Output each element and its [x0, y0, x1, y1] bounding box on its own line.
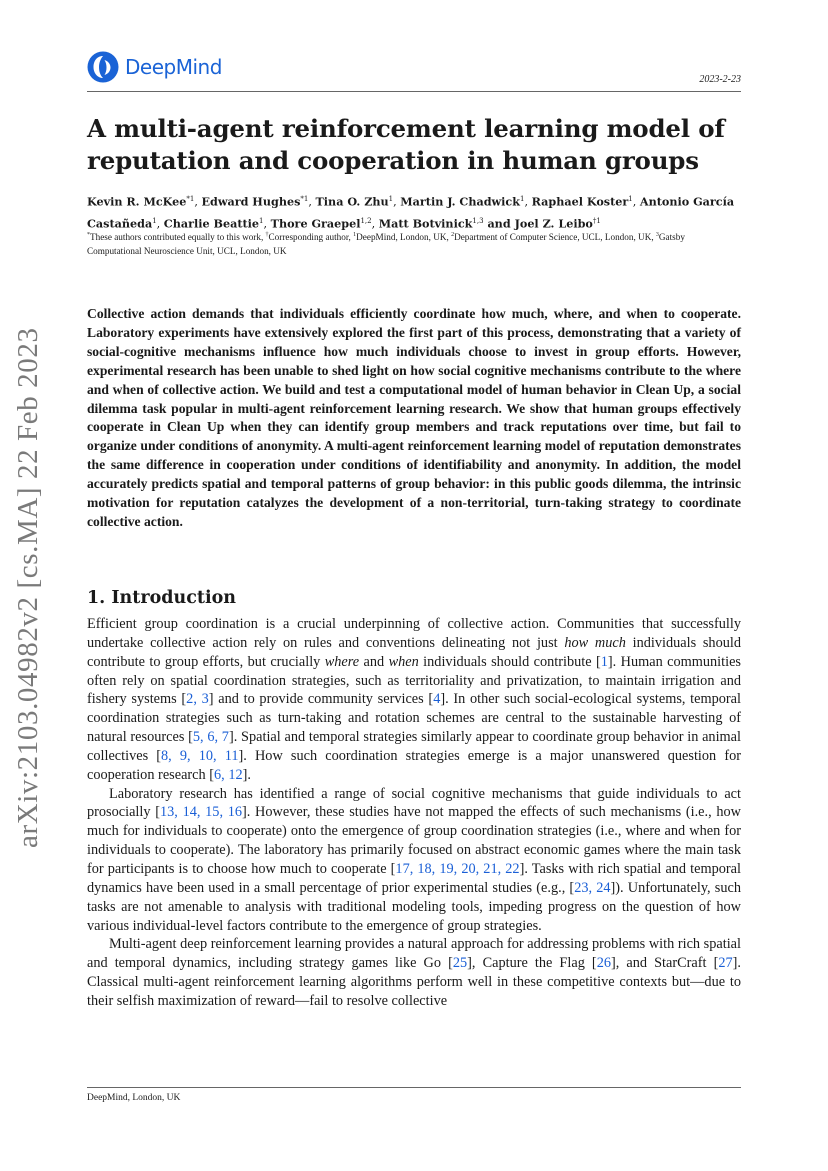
citation-link[interactable]: 2, 3: [186, 691, 209, 708]
author-affiliation-mark: 1: [628, 195, 633, 203]
author-affiliation-mark: *1: [300, 195, 309, 203]
paper-title: A multi-agent reinforcement learning model of reputation and cooperation in human groups: [87, 114, 725, 175]
affiliation-note: DeepMind, London, UK,: [356, 232, 452, 243]
author-affiliation-mark: 1: [520, 195, 525, 203]
footer-divider: [87, 1087, 741, 1088]
citation-link[interactable]: 5, 6, 7: [192, 729, 229, 746]
author-name: Kevin R. McKee: [87, 194, 187, 209]
author-name: Thore Graepel: [270, 216, 361, 231]
footnote-mark: 2: [451, 232, 455, 238]
author-affiliation-mark: 1,2: [360, 217, 372, 226]
citation-link[interactable]: 4: [433, 691, 441, 708]
affiliations: [87, 228, 741, 258]
author-name: Joel Z. Leibo: [514, 216, 593, 231]
author-affiliation-mark: 1: [388, 195, 394, 203]
abstract: Collective action demands that individuals efficiently coordinate how much, where, and when to cooperate. Laboratory experiments have extensively explored the first part of this process, demonstrating that a variety of social-cognitive mechanisms influence how much individuals choose to invest in group efforts. However, experimental research has been unable to shed light on how social cognitive mechanisms contribute to the where and when of collective action. We build and test a computational model of human behavior in Clean Up, a social dilemma task popular in multi-agent reinforcement learning research. We show that human groups effectively cooperate in Clean Up when they can identify group members and track reputations over time, but fail to organize under conditions of anonymity. A multi-agent reinforcement learning model of reputation demonstrates the same difference in cooperation under conditions of identifiability and anonymity. In addition, the model accurately predicts spatial and temporal patterns of group behavior: in this public goods dilemma, the intrinsic motivation for reputation catalyzes the development of a non-territorial, turn-taking strategy to coordinate collective action.: [87, 306, 741, 529]
citation-link[interactable]: 23, 24: [574, 879, 611, 896]
author-affiliation-mark: 1: [259, 217, 264, 226]
citation-link[interactable]: 13, 14, 15, 16: [160, 804, 243, 821]
affiliation-note: Department of Computer Science, UCL, London, UK,: [454, 232, 656, 243]
introduction-body: [87, 615, 741, 1011]
paper-date: 2023-2-23: [699, 74, 741, 85]
citation-link[interactable]: 6, 12: [214, 766, 243, 783]
affiliation-note: Corresponding author,: [268, 232, 354, 243]
citation-link[interactable]: 27: [718, 955, 733, 972]
author-conjunction: and: [487, 216, 511, 231]
citation-link[interactable]: 25: [452, 955, 468, 972]
deepmind-logo-icon: [87, 51, 119, 83]
paragraph: Multi-agent deep reinforcement learning provides a natural approach for addressing problems with rich spatial and temporal dynamics, including strategy games like Go [25], Capture the Flag [26], and StarCraft [27]. Classical multi-agent reinforcement learning algorithms perform well in these competitive contexts but—due to their selfish maximization of reward—fail to resolve collective: [87, 936, 741, 1009]
author-affiliation-mark: †1: [592, 217, 601, 226]
author-affiliation-mark: 1,3: [472, 217, 484, 226]
affiliation-note: Gatsby Computational Neuroscience Unit, UCL, London, UK: [87, 232, 685, 257]
author-name: Tina O. Zhu: [315, 194, 389, 209]
author-name: Edward Hughes: [201, 194, 301, 209]
citation-link[interactable]: 26: [596, 955, 611, 972]
author-list: Kevin R. McKee$^{*1}$, Edward Hughes$^{*1}$, Tina O. Zhu$^1$, Martin J. Chadwick$^1$, Raphael Koster$^1$, Antonio García Castañeda$^1$, Charlie Beattie$^1$, Thore Graepel$^{1,2}$, Matt Botvinick$^{1,3}$ and Joel Z. Leibo$^{\dagger 1}$: [87, 194, 735, 231]
paragraph: Laboratory research has identified a range of social cognitive mechanisms that guide individuals to act prosocially [13, 14, 15, 16]. However, these studies have not mapped the effects of such mechanisms (i.e., how much for individuals to cooperate) onto the emergence of group coordination strategies (i.e., where and when for individuals to cooperate). The laboratory has primarily focused on abstract economic games where the main task for participants is to choose how much to cooperate [17, 18, 19, 20, 21, 22]. Tasks with rich spatial and temporal dynamics have been used in a small percentage of prior experimental studies (e.g., [23, 24]). Unfortunately, such tasks are not amenable to analysis with traditional modeling tools, impeding progress on the question of how various individual-level factors contribute to the emergence of group strategies.: [87, 785, 741, 934]
footnote-mark: 1: [353, 232, 357, 238]
section-heading-introduction: 1. Introduction: [87, 588, 236, 608]
author-name: Matt Botvinick: [378, 216, 473, 231]
citation-link[interactable]: 17, 18, 19, 20, 21, 22: [395, 860, 520, 877]
footnote-mark: 3: [655, 232, 659, 238]
author-affiliation-mark: 1: [152, 217, 157, 226]
affiliation-note: These authors contributed equally to this work,: [90, 232, 266, 243]
header-divider: [87, 91, 741, 92]
page-header: [87, 48, 741, 92]
footnote-mark: *: [87, 232, 90, 238]
citation-link[interactable]: 1: [600, 653, 608, 670]
paragraph: Efficient group coordination is a crucial underpinning of collective action. Communities that successfully undertake collective action rely on rules and conventions delineating not just how much individuals should contribute to group efforts, but crucially where and when individuals should contribute [1]. Human communities often rely on spatial coordination strategies, such as territoriality and privatization, to maintain irrigation and fishery systems [2, 3] and to provide community services [4]. In other such social-ecological systems, temporal coordination strategies such as turn-taking and rotation schemes are central to the sustainable harvesting of natural resources [5, 6, 7]. Spatial and temporal strategies similarly appear to coordinate group behavior in animal collectives [8, 9, 10, 11]. How such coordination strategies emerge is a major unanswered question for cooperation research [6, 12].: [87, 616, 742, 783]
arxiv-identifier: arXiv:2103.04982v2 [cs.MA] 22 Feb 2023: [12, 327, 44, 848]
citation-link[interactable]: 8, 9, 10, 11: [161, 747, 239, 764]
author-name: Charlie Beattie: [163, 216, 260, 231]
author-name: Martin J. Chadwick: [400, 194, 520, 209]
deepmind-logo: [87, 51, 222, 83]
author-affiliation-mark: *1: [186, 195, 195, 203]
author-name: Raphael Koster: [531, 194, 629, 209]
page-footer: DeepMind, London, UK: [87, 1093, 181, 1103]
author-name: Antonio García Castañeda: [87, 194, 735, 231]
footnote-mark: †: [265, 232, 269, 238]
logo-text: DeepMind: [125, 55, 222, 79]
